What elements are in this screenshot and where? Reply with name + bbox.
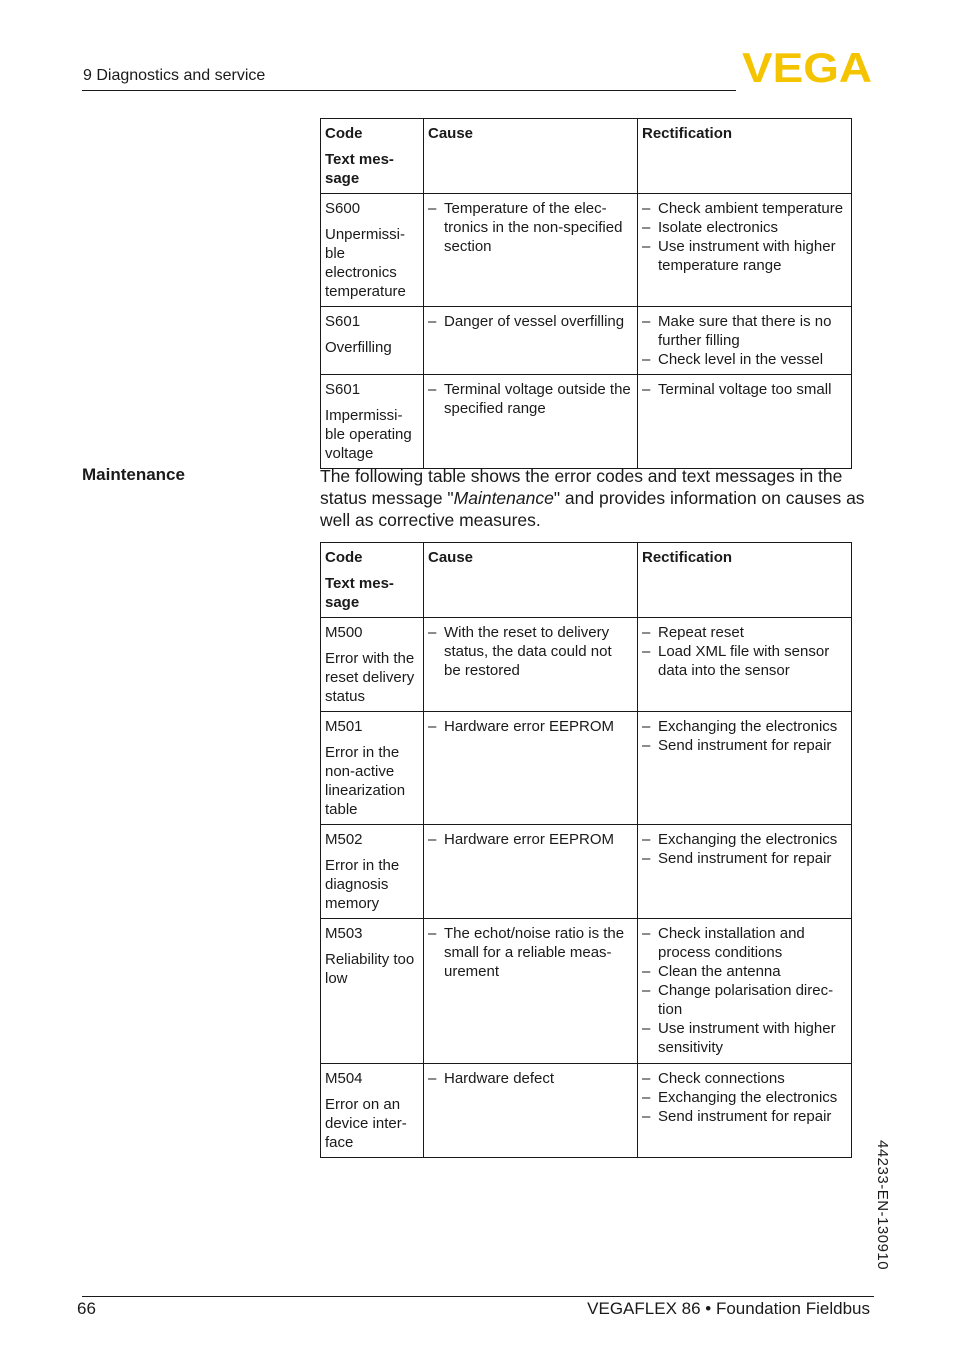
code-cell [321, 618, 424, 712]
code-cell [321, 307, 424, 375]
header-rectification: Rectification [642, 125, 733, 142]
cause-cell [424, 307, 638, 375]
rectification-list [642, 623, 847, 680]
list-item: – Repeat reset [642, 623, 847, 642]
list-item: – Check level in the vessel [642, 350, 847, 369]
header-rectification-cell [638, 119, 852, 194]
list-item: – Send instrument for repair [642, 1107, 847, 1126]
header-text-message: Text mes- sage [325, 151, 394, 187]
product-name: VEGAFLEX 86 • Foundation Fieldbus [587, 1299, 870, 1318]
list-item: – Check ambient temperature [642, 199, 847, 218]
cause-list [428, 830, 633, 849]
rectification-list [642, 1069, 847, 1126]
list-item: – Change polarisation direc- tion [642, 981, 847, 1019]
table-row [321, 1064, 852, 1158]
table-row [321, 375, 852, 469]
header-cause: Cause [428, 549, 474, 566]
logo-text: VEGA [742, 51, 872, 84]
list-item: – Isolate electronics [642, 218, 847, 237]
header-code: Code [325, 549, 363, 566]
header-rectification: Rectification [642, 549, 733, 566]
header-code: Code [325, 125, 363, 142]
error-message: Impermissi- ble operating voltage [325, 407, 412, 462]
list-item: – Load XML file with sensor data into the sensor [642, 642, 847, 680]
list-item: – Temperature of the elec- tronics in the non-specified section [428, 199, 633, 256]
table-row [321, 712, 852, 825]
list-item: – Exchanging the electronics [642, 830, 847, 849]
error-message: Error on an device inter- face [325, 1096, 407, 1151]
list-item: – Terminal voltage too small [642, 380, 847, 399]
header-text-message: Text mes- sage [325, 575, 394, 611]
cause-list [428, 623, 633, 680]
rectification-cell [638, 712, 852, 825]
error-message: Error in the diagnosis memory [325, 857, 400, 912]
rectification-cell [638, 307, 852, 375]
code-cell [321, 194, 424, 307]
cause-list [428, 717, 633, 736]
header-cause-cell [424, 119, 638, 194]
table-header-row [321, 119, 852, 194]
cause-list [428, 312, 633, 331]
list-item: – Send instrument for repair [642, 736, 847, 755]
table-header-row [321, 543, 852, 618]
error-message: Error in the non-active linearization table [325, 744, 406, 818]
cause-list [428, 924, 633, 981]
error-message: Unpermissi- ble electronics temperature [325, 226, 406, 300]
code-cell [321, 1064, 424, 1158]
code-cell [321, 825, 424, 919]
code-cell [321, 375, 424, 469]
list-item: – Make sure that there is no further filling [642, 312, 847, 350]
cause-cell [424, 194, 638, 307]
list-item: – Check installation and process conditions [642, 924, 847, 962]
page-number: 66 [77, 1299, 96, 1318]
service-error-table-body [321, 119, 852, 469]
list-item: – Use instrument with higher sensitivity [642, 1019, 847, 1057]
table-row [321, 194, 852, 307]
list-item: – The echot/noise ratio is the small for a reliable meas- urement [428, 924, 633, 981]
rectification-cell [638, 825, 852, 919]
header-divider [82, 90, 736, 91]
rectification-cell [638, 618, 852, 712]
code-cell [321, 919, 424, 1064]
error-code: S601 [325, 313, 361, 330]
rectification-list [642, 924, 847, 1057]
rectification-list [642, 717, 847, 755]
list-item: – Clean the antenna [642, 962, 847, 981]
list-item: – With the reset to delivery status, the data could not be restored [428, 623, 633, 680]
header-cause-cell [424, 543, 638, 618]
code-cell [321, 712, 424, 825]
cause-cell [424, 375, 638, 469]
header-rectification-cell [638, 543, 852, 618]
list-item: – Hardware defect [428, 1069, 633, 1088]
maintenance-label: Maintenance [82, 465, 185, 484]
rectification-list [642, 830, 847, 868]
error-message: Reliability too low [325, 951, 415, 987]
section-header: 9 Diagnostics and service [83, 67, 266, 84]
list-item: – Danger of vessel overfilling [428, 312, 633, 331]
cause-list [428, 380, 633, 418]
rectification-list [642, 199, 847, 275]
cause-cell [424, 712, 638, 825]
list-item: – Exchanging the electronics [642, 1088, 847, 1107]
maintenance-error-table-body [321, 543, 852, 1158]
error-code: M502 [325, 831, 363, 848]
rectification-list [642, 312, 847, 369]
error-code: M501 [325, 718, 363, 735]
vega-logo [742, 51, 874, 84]
table-row [321, 919, 852, 1064]
cause-cell [424, 919, 638, 1064]
rectification-cell [638, 1064, 852, 1158]
error-code: M503 [325, 925, 363, 942]
maintenance-intro: The following table shows the error codes and text messages in the status message "Maintenance" and provides information on causes as well as corrective measures. [320, 466, 865, 530]
error-code: S601 [325, 381, 361, 398]
cause-list [428, 199, 633, 256]
list-item: – Check connections [642, 1069, 847, 1088]
list-item: – Use instrument with higher temperature range [642, 237, 847, 275]
document-id: 44233-EN-130910 [874, 1140, 891, 1271]
error-code: S600 [325, 200, 361, 217]
rectification-list [642, 380, 847, 399]
rectification-cell [638, 194, 852, 307]
header-cause: Cause [428, 125, 474, 142]
table-row [321, 307, 852, 375]
table-row [321, 618, 852, 712]
header-code-cell [321, 119, 424, 194]
header-code-cell [321, 543, 424, 618]
cause-cell [424, 618, 638, 712]
cause-cell [424, 1064, 638, 1158]
error-code: M504 [325, 1070, 363, 1087]
table-row [321, 825, 852, 919]
error-message: Overfilling [325, 339, 392, 356]
rectification-cell [638, 375, 852, 469]
rectification-cell [638, 919, 852, 1064]
cause-cell [424, 825, 638, 919]
cause-list [428, 1069, 633, 1088]
list-item: – Send instrument for repair [642, 849, 847, 868]
service-error-table [320, 118, 852, 469]
list-item: – Exchanging the electronics [642, 717, 847, 736]
error-code: M500 [325, 624, 363, 641]
list-item: – Terminal voltage outside the specified range [428, 380, 633, 418]
maintenance-error-table [320, 542, 852, 1158]
list-item: – Hardware error EEPROM [428, 830, 633, 849]
list-item: – Hardware error EEPROM [428, 717, 633, 736]
footer-divider [82, 1296, 874, 1297]
error-message: Error with the reset delivery status [325, 650, 415, 705]
